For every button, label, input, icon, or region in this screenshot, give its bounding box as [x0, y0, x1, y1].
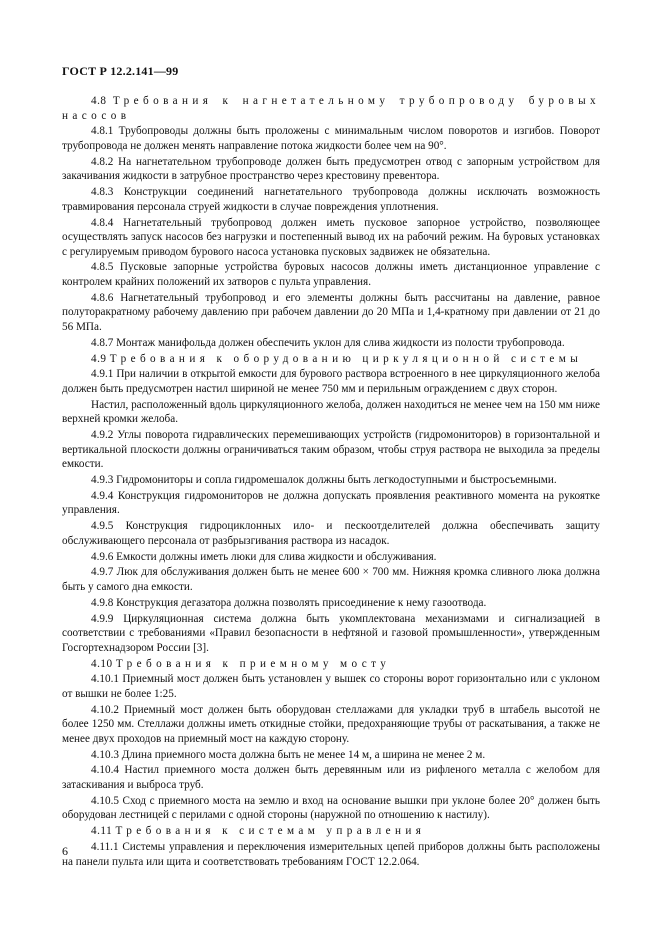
- paragraph: 4.9.3 Гидромониторы и сопла гидромешалок должны быть легкодоступными и быстросъемными.: [91, 474, 557, 487]
- paragraph: 4.10.1 Приемный мост должен быть установлен у вышек со стороны ворот горизонтально или с уклоном от вышки не более 1:25.: [62, 673, 600, 700]
- paragraph: 4.8.3 Конструкции соединений нагнетательного трубопровода должны исключать возможность травмирования персонала струей жидкости в случае повреждения уплотнения.: [62, 186, 600, 213]
- paragraph: 4.9.1 При наличии в открытой емкости для бурового раствора встроенного в нее циркуляционного желоба должен быть предусмотрен настил шириной не менее 750 мм и перильным ограждением с двух сторон.: [62, 368, 600, 395]
- section-number: 4.10: [91, 657, 113, 670]
- paragraph: Настил, расположенный вдоль циркуляционного желоба, должен находиться не менее чем на 150 мм ниже верхней кромки желоба.: [62, 398, 600, 426]
- section-title: Требования к системам управления: [115, 825, 426, 838]
- section-title: Требования к приемному мосту: [115, 657, 391, 670]
- paragraph: 4.8.1 Трубопроводы должны быть проложены с минимальным числом поворотов и изгибов. Поворот трубопровода не должен менять направление потока жидкости более чем на 90°.: [62, 125, 600, 152]
- paragraph: 4.8.2 На нагнетательном трубопроводе должен быть предусмотрен отвод с запорным устройством для закачивания жидкости в затрубное пространство через крестовину превентора.: [62, 155, 600, 183]
- document-header: ГОСТ Р 12.2.141—99: [62, 64, 179, 78]
- section-number: 4.11: [91, 825, 113, 838]
- paragraph: 4.11.1 Системы управления и переключения измерительных цепей приборов должны быть расположены на панели пульта или щита и соответствовать требованиям ГОСТ 12.2.064.: [62, 840, 600, 868]
- paragraph: 4.9.5 Конструкция гидроциклонных ило- и пескоотделителей должна обеспечивать защиту обслуживающего персонала от разбрызгивания раствора из насадок.: [62, 520, 600, 547]
- paragraph: 4.8.4 Нагнетательный трубопровод должен иметь пусковое запорное устройство, позволяющее осуществлять запуск насосов без нагрузки и постепенный вывод их на рабочий режим. На буровых установках с регулируемым приводом бурового насоса установка пусковых задвижек не обязательна.: [62, 216, 600, 258]
- section-title: Требования к оборудованию циркуляционной системы: [109, 352, 583, 365]
- section-heading-4-8: [62, 94, 600, 123]
- paragraph: 4.8.5 Пусковые запорные устройства буровых насосов должны иметь дистанционное управление с контролем крайних положений их затворов с пульта управления.: [62, 261, 600, 289]
- paragraph: 4.9.8 Конструкция дегазатора должна позволять присоединение к нему газоотвода.: [91, 596, 487, 609]
- section-number: 4.8: [91, 95, 107, 107]
- section-title: Требования к нагнетательному трубопроводу буровых насосов: [62, 95, 600, 122]
- section-number: 4.9: [91, 352, 107, 365]
- section-heading-4-11: [62, 824, 600, 839]
- paragraph: 4.8.7 Монтаж манифольда должен обеспечить уклон для слива жидкости из полости трубопровода.: [91, 336, 565, 349]
- paragraph: 4.10.3 Длина приемного моста должна быть не менее 14 м, а ширина не менее 2 м.: [91, 748, 486, 761]
- paragraph: 4.9.4 Конструкция гидромониторов не должна допускать проявления реактивного момента на рукоятке управления.: [62, 489, 600, 517]
- paragraph: 4.10.4 Настил приемного моста должен быть деревянным или из рифленого металла с желобом для затаскивания и выброса труб.: [62, 764, 600, 792]
- paragraph: 4.10.5 Сход с приемного моста на землю и вход на основание вышки при уклоне более 20° должен быть оборудован лестницей с перилами с одной стороны (наружной по отношению к настилу).: [62, 794, 600, 822]
- paragraph: 4.9.9 Циркуляционная система должна быть укомплектована механизмами и сигнализацией в соответствии с требованиями «Правил безопасности в нефтяной и газовой промышленности», утвержденным Госгортехнадзором России [3].: [62, 612, 600, 654]
- paragraph: 4.9.2 Углы поворота гидравлических перемешивающих устройств (гидромониторов) в горизонтальной и вертикальной плоскости должны ограничиваться таким образом, чтобы струя раствора не выходила за пределы емкости.: [62, 429, 600, 471]
- paragraph: 4.9.7 Люк для обслуживания должен быть не менее 600 × 700 мм. Нижняя кромка сливного люка должна быть у самого дна емкости.: [62, 566, 600, 593]
- paragraph: 4.10.2 Приемный мост должен быть оборудован стеллажами для укладки труб в штабель высотой не более 1250 мм. Стеллажи должны иметь откидные стойки, предохраняющие трубы от раскатывания, а также не менее двух проходов на приемный мост на каждую сторону.: [62, 703, 600, 745]
- section-heading-4-10: [62, 657, 600, 672]
- paragraph: 4.8.6 Нагнетательный трубопровод и его элементы должны быть рассчитаны на давление, равное полуторакратному рабочему давлению при рабочем давлении до 20 МПа и 1,4-кратному при давлении от 21 до 56 МПа.: [62, 291, 600, 334]
- page-number: 6: [62, 844, 68, 858]
- section-heading-4-9: [62, 352, 600, 367]
- document-body: [62, 94, 600, 870]
- paragraph: 4.9.6 Емкости должны иметь люки для слива жидкости и обслуживания.: [91, 550, 437, 563]
